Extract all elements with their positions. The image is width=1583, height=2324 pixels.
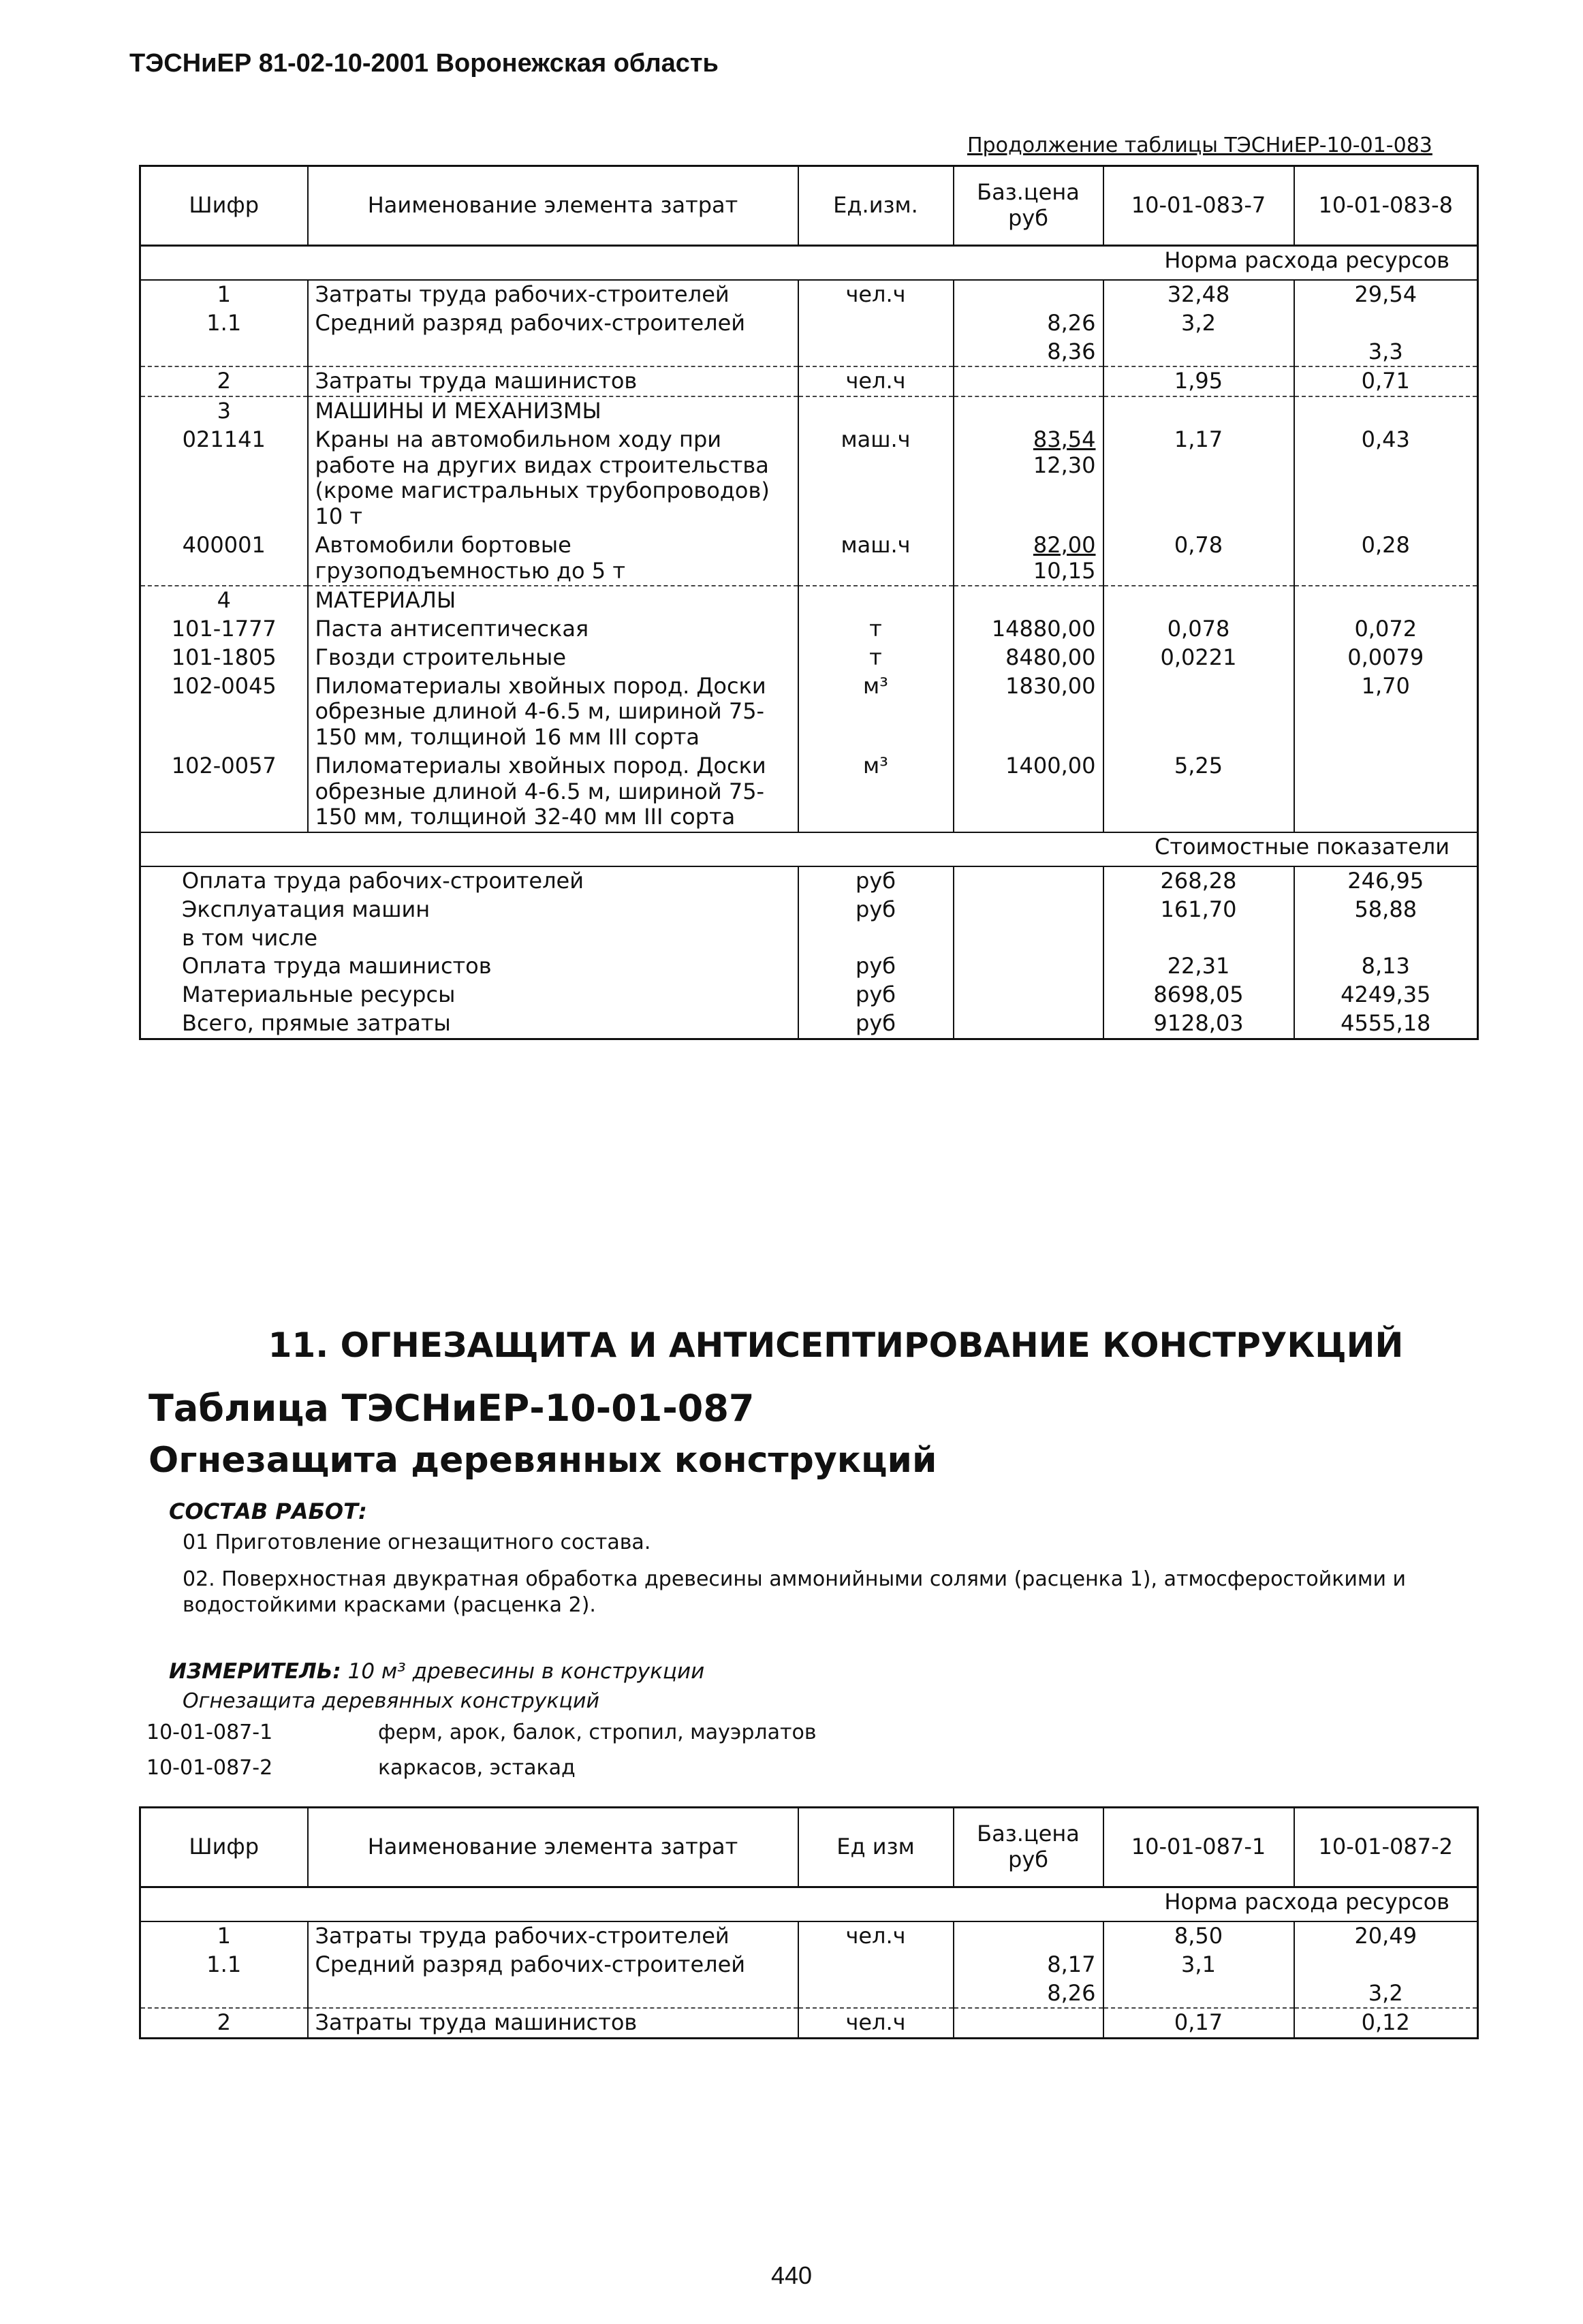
row-value-2: 3,3 bbox=[1294, 338, 1478, 367]
row-code: 400001 bbox=[140, 531, 308, 586]
table-header-row bbox=[140, 166, 1478, 246]
table-row bbox=[140, 426, 1478, 531]
row-value-2: 20,49 bbox=[1294, 1921, 1478, 1951]
row-price-secondary: 12,30 bbox=[1033, 452, 1096, 478]
row-code bbox=[140, 1979, 308, 2009]
cost-value-1 bbox=[1103, 924, 1294, 953]
table-header-row bbox=[140, 1808, 1478, 1887]
row-code: 021141 bbox=[140, 426, 308, 531]
row-value-2: 0,28 bbox=[1294, 531, 1478, 586]
header-col2: 10-01-083-8 bbox=[1294, 166, 1478, 246]
row-name bbox=[308, 1979, 798, 2009]
table-row bbox=[140, 672, 1478, 752]
cost-unit: руб bbox=[798, 1009, 954, 1039]
row-code bbox=[140, 338, 308, 367]
cost-value-1: 9128,03 bbox=[1103, 1009, 1294, 1039]
cost-value-2: 4555,18 bbox=[1294, 1009, 1478, 1039]
row-name: Затраты труда рабочих-строителей bbox=[308, 280, 798, 309]
row-code: 2 bbox=[140, 2008, 308, 2038]
row-name: МАТЕРИАЛЫ bbox=[308, 586, 798, 615]
row-price: 8,26 bbox=[954, 309, 1103, 338]
table-row bbox=[140, 644, 1478, 672]
row-value-1: 0,17 bbox=[1103, 2008, 1294, 2038]
row-price bbox=[954, 1921, 1103, 1951]
row-value-2: 0,072 bbox=[1294, 615, 1478, 644]
row-value-1: 32,48 bbox=[1103, 280, 1294, 309]
row-price-secondary: 10,15 bbox=[1033, 557, 1096, 584]
row-code: 102-0057 bbox=[140, 752, 308, 832]
row-name: Паста антисептическая bbox=[308, 615, 798, 644]
work-item: 02. Поверхностная двукратная обработка древесины аммонийными солями (расценка 1), атмосферостойкими и водостойкими красками (расценка 2). bbox=[183, 1567, 1407, 1617]
row-value-2: 3,2 bbox=[1294, 1979, 1478, 2009]
row-price: 1830,00 bbox=[954, 672, 1103, 752]
work-item: 01 Приготовление огнезащитного состава. bbox=[183, 1530, 651, 1554]
meter-line bbox=[169, 1659, 704, 1684]
header-col1: 10-01-083-7 bbox=[1103, 166, 1294, 246]
row-value-2: 1,70 bbox=[1294, 672, 1478, 752]
rate-code: 10-01-087-1 bbox=[146, 1721, 273, 1744]
norm-band: Норма расхода ресурсов bbox=[140, 246, 1478, 281]
row-price bbox=[954, 280, 1103, 309]
row-value-2 bbox=[1294, 309, 1478, 338]
row-unit: т bbox=[798, 615, 954, 644]
rate-line bbox=[146, 1756, 576, 1780]
cost-row bbox=[140, 1009, 1478, 1039]
cost-value-2: 8,13 bbox=[1294, 952, 1478, 981]
header-code: Шифр bbox=[140, 1808, 308, 1887]
row-value-2: 0,43 bbox=[1294, 426, 1478, 531]
header-name: Наименование элемента затрат bbox=[308, 1808, 798, 1887]
row-code: 102-0045 bbox=[140, 672, 308, 752]
row-value-1: 8,50 bbox=[1103, 1921, 1294, 1951]
table-subtitle: Огнезащита деревянных конструкций bbox=[148, 1440, 937, 1481]
row-price bbox=[954, 531, 1103, 586]
cost-unit: руб bbox=[798, 896, 954, 924]
cost-value-1: 268,28 bbox=[1103, 866, 1294, 896]
row-code: 2 bbox=[140, 366, 308, 396]
cost-value-1: 8698,05 bbox=[1103, 981, 1294, 1009]
row-value-1: 3,2 bbox=[1103, 309, 1294, 338]
row-price bbox=[954, 426, 1103, 531]
row-price-main: 82,00 bbox=[1033, 531, 1096, 558]
row-value-1: 0,078 bbox=[1103, 615, 1294, 644]
row-name: Автомобили бортовые грузоподъемностью до 5 т bbox=[308, 531, 798, 586]
row-code: 1.1 bbox=[140, 1951, 308, 1979]
cost-name: Всего, прямые затраты bbox=[140, 1009, 798, 1039]
row-code: 101-1777 bbox=[140, 615, 308, 644]
cost-unit bbox=[798, 924, 954, 953]
meter-subtitle: Огнезащита деревянных конструкций bbox=[183, 1689, 599, 1713]
row-unit bbox=[798, 1979, 954, 2009]
table-title: Таблица ТЭСНиЕР-10-01-087 bbox=[148, 1387, 755, 1430]
header-unit: Ед изм bbox=[798, 1808, 954, 1887]
row-unit: м³ bbox=[798, 752, 954, 832]
row-value-1: 1,95 bbox=[1103, 366, 1294, 396]
table-row bbox=[140, 366, 1478, 396]
table-row bbox=[140, 752, 1478, 832]
table-row bbox=[140, 2008, 1478, 2038]
table-row bbox=[140, 586, 1478, 615]
meter-label: ИЗМЕРИТЕЛЬ: bbox=[169, 1659, 341, 1684]
row-code: 1 bbox=[140, 1921, 308, 1951]
resource-table-087 bbox=[139, 1806, 1479, 2039]
row-unit bbox=[798, 309, 954, 338]
row-unit: т bbox=[798, 644, 954, 672]
row-price bbox=[954, 366, 1103, 396]
row-value-1: 5,25 bbox=[1103, 752, 1294, 832]
row-value-1 bbox=[1103, 338, 1294, 367]
table-row bbox=[140, 615, 1478, 644]
rate-code: 10-01-087-2 bbox=[146, 1756, 273, 1780]
row-name: Затраты труда рабочих-строителей bbox=[308, 1921, 798, 1951]
row-value-1: 3,1 bbox=[1103, 1951, 1294, 1979]
cost-unit: руб bbox=[798, 981, 954, 1009]
row-value-2 bbox=[1294, 752, 1478, 832]
row-code: 4 bbox=[140, 586, 308, 615]
cost-name: Оплата труда машинистов bbox=[140, 952, 798, 981]
cost-row bbox=[140, 924, 1478, 953]
rate-desc: каркасов, эстакад bbox=[378, 1756, 576, 1780]
cost-name: Оплата труда рабочих-строителей bbox=[140, 866, 798, 896]
cost-value-2: 4249,35 bbox=[1294, 981, 1478, 1009]
row-name: Пиломатериалы хвойных пород. Доски обрезные длиной 4-6.5 м, шириной 75-150 мм, толщиной 32-40 мм III сорта bbox=[308, 752, 798, 832]
row-value-2: 29,54 bbox=[1294, 280, 1478, 309]
norm-band: Норма расхода ресурсов bbox=[140, 1887, 1478, 1922]
works-heading: СОСТАВ РАБОТ: bbox=[169, 1498, 367, 1524]
cost-row bbox=[140, 981, 1478, 1009]
row-code: 3 bbox=[140, 396, 308, 426]
header-unit: Ед.изм. bbox=[798, 166, 954, 246]
row-unit: чел.ч bbox=[798, 1921, 954, 1951]
table-row bbox=[140, 396, 1478, 426]
row-unit: маш.ч bbox=[798, 531, 954, 586]
row-unit bbox=[798, 1951, 954, 1979]
row-name: Средний разряд рабочих-строителей bbox=[308, 309, 798, 338]
row-value-2 bbox=[1294, 1951, 1478, 1979]
table-row bbox=[140, 309, 1478, 338]
header-price: Баз.цена руб bbox=[954, 166, 1103, 246]
resource-table-083 bbox=[139, 165, 1479, 1040]
row-name: Пиломатериалы хвойных пород. Доски обрезные длиной 4-6.5 м, шириной 75-150 мм, толщиной 16 мм III сорта bbox=[308, 672, 798, 752]
table-row bbox=[140, 1921, 1478, 1951]
cost-row bbox=[140, 866, 1478, 896]
row-name bbox=[308, 338, 798, 367]
row-code: 101-1805 bbox=[140, 644, 308, 672]
cost-value-2: 58,88 bbox=[1294, 896, 1478, 924]
row-value-1 bbox=[1103, 1979, 1294, 2009]
running-head: ТЭСНиЕР 81-02-10-2001 Воронежская область bbox=[129, 49, 719, 78]
header-col2: 10-01-087-2 bbox=[1294, 1808, 1478, 1887]
cost-unit: руб bbox=[798, 866, 954, 896]
row-price: 8,26 bbox=[954, 1979, 1103, 2009]
row-unit: чел.ч bbox=[798, 280, 954, 309]
row-unit: чел.ч bbox=[798, 366, 954, 396]
table-row bbox=[140, 280, 1478, 309]
cost-name: Эксплуатация машин bbox=[140, 896, 798, 924]
header-col1: 10-01-087-1 bbox=[1103, 1808, 1294, 1887]
cost-row bbox=[140, 952, 1478, 981]
row-code: 1 bbox=[140, 280, 308, 309]
cost-value-2 bbox=[1294, 924, 1478, 953]
row-price: 8480,00 bbox=[954, 644, 1103, 672]
row-price: 8,17 bbox=[954, 1951, 1103, 1979]
row-unit: чел.ч bbox=[798, 2008, 954, 2038]
table-row bbox=[140, 1979, 1478, 2009]
header-price: Баз.цена руб bbox=[954, 1808, 1103, 1887]
row-name: Краны на автомобильном ходу при работе на других видах строительства (кроме магистральных трубопроводов) 10 т bbox=[308, 426, 798, 531]
continuation-caption: Продолжение таблицы ТЭСНиЕР-10-01-083 bbox=[967, 134, 1432, 157]
row-unit bbox=[798, 338, 954, 367]
table-row bbox=[140, 338, 1478, 367]
row-price-main: 83,54 bbox=[1033, 426, 1096, 452]
row-value-2: 0,71 bbox=[1294, 366, 1478, 396]
header-code: Шифр bbox=[140, 166, 308, 246]
row-value-2: 0,0079 bbox=[1294, 644, 1478, 672]
row-price: 1400,00 bbox=[954, 752, 1103, 832]
section-title: 11. ОГНЕЗАЩИТА И АНТИСЕПТИРОВАНИЕ КОНСТРУКЦИЙ bbox=[268, 1325, 1404, 1365]
row-price: 8,36 bbox=[954, 338, 1103, 367]
row-name: МАШИНЫ И МЕХАНИЗМЫ bbox=[308, 396, 798, 426]
page-number: 440 bbox=[770, 2261, 813, 2289]
row-name: Затраты труда машинистов bbox=[308, 2008, 798, 2038]
cost-value-2: 246,95 bbox=[1294, 866, 1478, 896]
row-value-1: 0,0221 bbox=[1103, 644, 1294, 672]
meter-value: 10 м³ древесины в конструкции bbox=[347, 1659, 705, 1684]
row-price bbox=[954, 2008, 1103, 2038]
rate-desc: ферм, арок, балок, стропил, мауэрлатов bbox=[378, 1721, 817, 1744]
rate-line bbox=[146, 1721, 817, 1744]
row-value-1: 0,78 bbox=[1103, 531, 1294, 586]
cost-unit: руб bbox=[798, 952, 954, 981]
row-code: 1.1 bbox=[140, 309, 308, 338]
row-value-1 bbox=[1103, 672, 1294, 752]
table-row bbox=[140, 1951, 1478, 1979]
header-name: Наименование элемента затрат bbox=[308, 166, 798, 246]
cost-row bbox=[140, 896, 1478, 924]
cost-band: Стоимостные показатели bbox=[140, 832, 1478, 866]
table-row bbox=[140, 531, 1478, 586]
cost-name: Материальные ресурсы bbox=[140, 981, 798, 1009]
row-unit: м³ bbox=[798, 672, 954, 752]
row-name: Затраты труда машинистов bbox=[308, 366, 798, 396]
cost-value-1: 161,70 bbox=[1103, 896, 1294, 924]
cost-name: в том числе bbox=[140, 924, 798, 953]
row-name: Гвозди строительные bbox=[308, 644, 798, 672]
row-value-2: 0,12 bbox=[1294, 2008, 1478, 2038]
row-unit: маш.ч bbox=[798, 426, 954, 531]
cost-value-1: 22,31 bbox=[1103, 952, 1294, 981]
row-value-1: 1,17 bbox=[1103, 426, 1294, 531]
row-price: 14880,00 bbox=[954, 615, 1103, 644]
row-name: Средний разряд рабочих-строителей bbox=[308, 1951, 798, 1979]
